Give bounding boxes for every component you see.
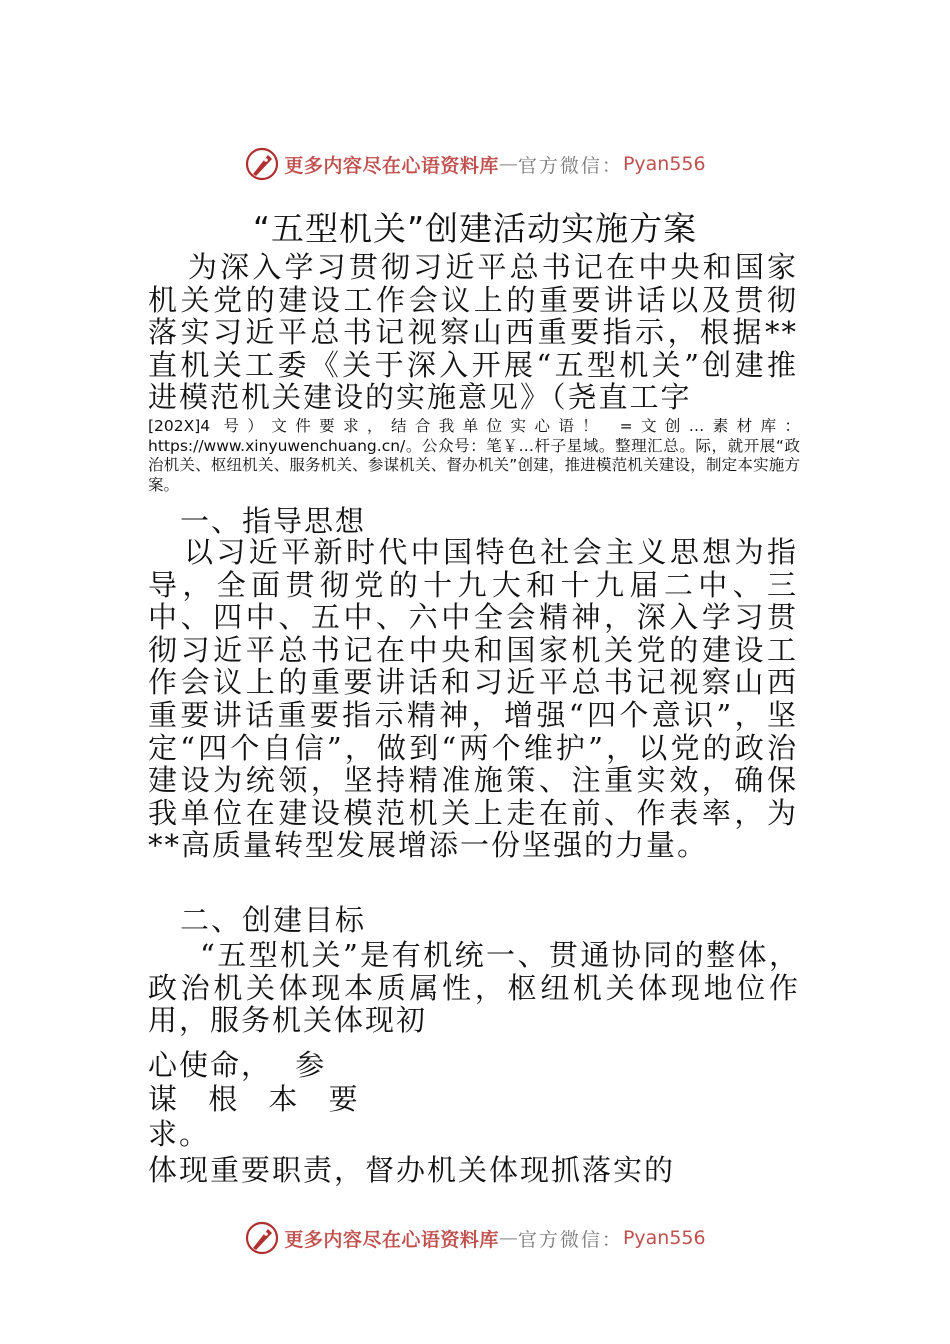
- text-fragment: 体现重要职责，督办机关体现抓落实的: [148, 1153, 676, 1187]
- text-fragment: 心使命， 参: [148, 1048, 327, 1082]
- header-watermark-banner: [0, 142, 950, 186]
- section-heading-guiding-ideology: 一、指导思想: [180, 504, 367, 538]
- text-fragment: 谋 根 本 要: [148, 1082, 360, 1116]
- banner-wechat-label: 官方微信：: [517, 154, 623, 177]
- text-fragment: 求。: [148, 1117, 211, 1151]
- intro-paragraph: 为深入学习贯彻习近平总书记在中央和国家机关党的建设工作会议上的重要讲话以及贯彻落实习近平总书记视察山西重要指示，根据**直机关工委《关于深入开展“五型机关”创建推进模范机关建设的实施意见》（尧直工字: [148, 250, 798, 415]
- goals-paragraph: “五型机关”是有机统一、贯通协同的整体，政治机关体现本质属性，枢纽机关体现地位作用，服务机关体现初: [148, 938, 800, 1038]
- banner-wechat-id: Pyan556: [622, 153, 706, 175]
- banner-wechat-id: Pyan556: [622, 1227, 706, 1249]
- pen-nib-circle-icon: [244, 146, 280, 182]
- document-title: “五型机关”创建活动实施方案: [252, 209, 698, 248]
- footer-watermark-banner: [0, 1216, 950, 1260]
- pen-nib-circle-icon: [244, 1220, 280, 1256]
- banner-main-text: 更多内容尽在心语资料库: [284, 1228, 499, 1251]
- guiding-ideology-paragraph: 以习近平新时代中国特色社会主义思想为指导，全面贯彻党的十九大和十九届二中、三中、四中、五中、六中全会精神，深入学习贯彻习近平总书记在中央和国家机关党的建设工作会议上的重要讲话和习近平总书记视察山西重要讲话重要指示精神，增强“四个意识”，坚定“四个自信”，做到“两个维护”，以党的政治建设为统领，坚持精准施策、注重实效，确保我单位在建设模范机关上走在前、作表率，为**高质量转型发展增添一份坚强的力量。: [148, 535, 798, 863]
- intro-small-paragraph: [202X]4 号）文件要求，结合我单位实心语！ =文创…素材库： https://www.xinyuwenchuang.cn/。公众号：笔￥…杆子星域。整理汇总。际，就开展“政治机关、枢纽机关、服务机关、参谋机关、督办机关”创建，推进模范机关建设，制定本实施方案。: [148, 417, 800, 494]
- section-heading-goals: 二、创建目标: [180, 903, 367, 937]
- banner-main-text: 更多内容尽在心语资料库: [284, 154, 499, 177]
- banner-separator: —: [498, 1227, 518, 1249]
- banner-wechat-label: 官方微信：: [517, 1228, 623, 1251]
- banner-separator: —: [498, 153, 518, 175]
